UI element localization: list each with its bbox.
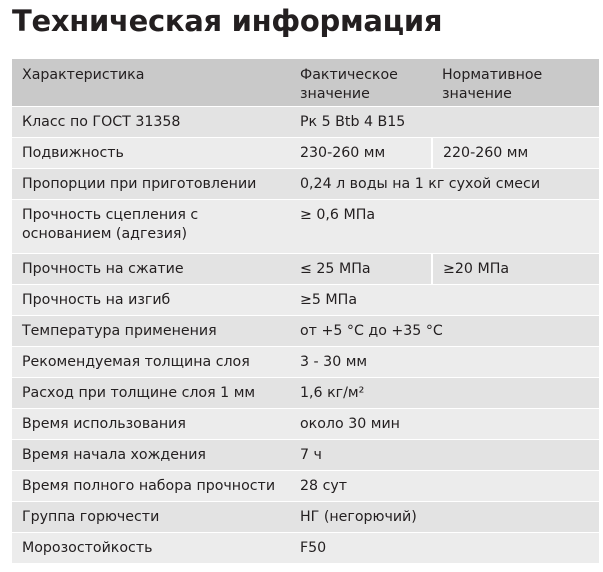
row-name: Рекомендуемая толщина слоя: [12, 346, 290, 377]
row-name: Прочность на изгиб: [12, 284, 290, 315]
spec-table: [12, 59, 599, 563]
table-row: [12, 284, 599, 315]
row-name: Класс по ГОСТ 31358: [12, 106, 290, 137]
table-row: [12, 137, 599, 168]
row-name: Прочность на сжатие: [12, 253, 290, 284]
row-actual: 28 сут: [290, 470, 599, 501]
row-actual: ≥5 МПа: [290, 284, 599, 315]
row-actual: от +5 °С до +35 °С: [290, 315, 599, 346]
row-actual: 7 ч: [290, 439, 599, 470]
row-name: Время начала хождения: [12, 439, 290, 470]
row-name: Морозостойкость: [12, 532, 290, 563]
row-name: Подвижность: [12, 137, 290, 168]
table-row: [12, 532, 599, 563]
table-header-row: [12, 59, 599, 106]
row-name: Время полного набора прочности: [12, 470, 290, 501]
row-name: Группа горючести: [12, 501, 290, 532]
table-row: [12, 408, 599, 439]
row-actual: F50: [290, 532, 599, 563]
header-actual-value: Фактическое значение: [290, 59, 432, 106]
row-actual: Рк 5 Btb 4 B15: [290, 106, 599, 137]
table-row: [12, 346, 599, 377]
row-name: Расход при толщине слоя 1 мм: [12, 377, 290, 408]
row-actual: 1,6 кг/м²: [290, 377, 599, 408]
row-actual: 0,24 л воды на 1 кг сухой смеси: [290, 168, 599, 199]
header-norm-value: Нормативное значение: [432, 59, 599, 106]
table-row: [12, 253, 599, 284]
row-name: Время использования: [12, 408, 290, 439]
table-row: [12, 470, 599, 501]
row-name: Прочность сцепления с основанием (адгезия): [12, 199, 290, 253]
table-row: [12, 315, 599, 346]
row-name: Пропорции при приготовлении: [12, 168, 290, 199]
row-name: Температура применения: [12, 315, 290, 346]
table-row: [12, 377, 599, 408]
row-actual: около 30 мин: [290, 408, 599, 439]
table-row: [12, 199, 599, 253]
row-norm: ≥20 МПа: [432, 253, 599, 284]
row-actual: ≤ 25 МПа: [290, 253, 432, 284]
table-row: [12, 501, 599, 532]
row-norm: 220-260 мм: [432, 137, 599, 168]
row-actual: 3 - 30 мм: [290, 346, 599, 377]
row-actual: 230-260 мм: [290, 137, 432, 168]
header-characteristic: Характеристика: [12, 59, 290, 106]
table-row: [12, 106, 599, 137]
table-row: [12, 439, 599, 470]
table-row: [12, 168, 599, 199]
page-title: Техническая информация: [12, 4, 443, 38]
row-actual: НГ (негорючий): [290, 501, 599, 532]
row-actual: ≥ 0,6 МПа: [290, 199, 599, 253]
